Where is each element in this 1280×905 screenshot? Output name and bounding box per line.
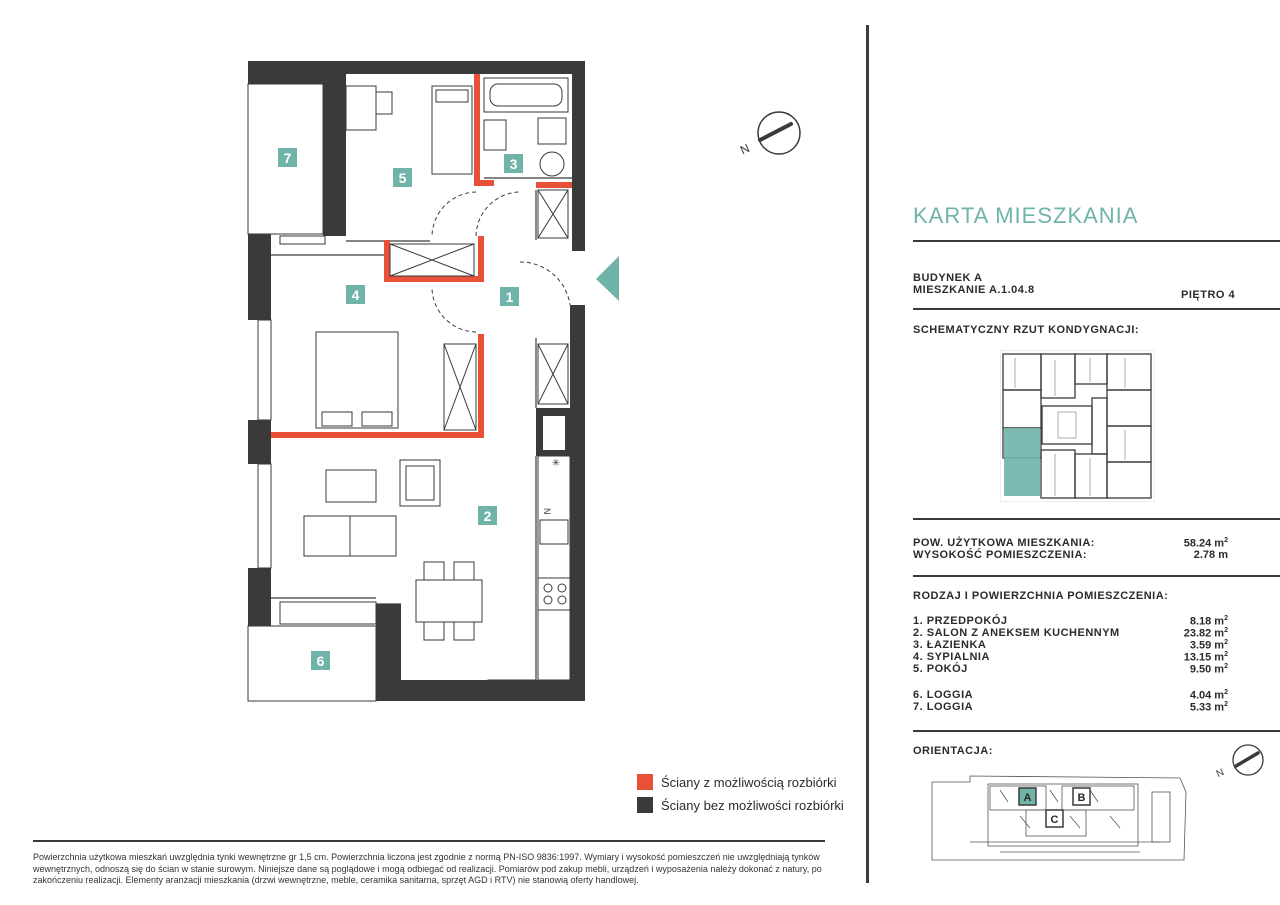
room-area: 3.59 $m^2$ xyxy=(1189,639,1228,652)
room-name: 6. LOGGIA xyxy=(913,689,974,701)
svg-text:C: C xyxy=(1050,814,1059,826)
entrance-arrow-icon xyxy=(596,256,619,301)
building-label: BUDYNEK A xyxy=(913,272,983,284)
room-name: 5. POKÓJ xyxy=(913,663,968,675)
room-area: 4.04 $m^2$ xyxy=(1189,689,1228,702)
room-area: 5.33 $m^2$ xyxy=(1189,701,1228,714)
room-badges xyxy=(278,148,523,670)
room-area: 9.50 $m^2$ xyxy=(1189,663,1228,676)
rooms-label: RODZAJ I POWIERZCHNIA POMIESZCZENIA: xyxy=(913,590,1169,602)
schematic-divider xyxy=(913,518,1280,520)
room-area: 13.15 $m^2$ xyxy=(1183,651,1228,664)
room-badge-7 xyxy=(278,148,297,167)
schematic-label: SCHEMATYCZNY RZUT KONDYGNACJI: xyxy=(913,324,1140,336)
page-title: KARTA MIESZKANIA xyxy=(913,203,1139,228)
svg-text:A: A xyxy=(1023,792,1032,804)
svg-text:4: 4 xyxy=(351,287,360,303)
footer-divider xyxy=(33,840,825,842)
usable-area-value: 58.24 $m^2$ xyxy=(1183,537,1228,550)
room-area: 23.82 $m^2$ xyxy=(1183,627,1228,640)
fridge-letter: N xyxy=(542,508,552,515)
svg-text:2: 2 xyxy=(483,508,492,524)
floor-label: PIĘTRO 4 xyxy=(1181,289,1236,301)
height-label: WYSOKOŚĆ POMIESZCZENIA: xyxy=(913,549,1088,561)
room-badge-4 xyxy=(346,285,365,304)
svg-text:5: 5 xyxy=(398,170,407,186)
svg-text:B: B xyxy=(1077,792,1086,804)
room-name: 2. SALON Z ANEKSEM KUCHENNYM xyxy=(913,627,1120,639)
room-badge-6 xyxy=(311,651,330,670)
extractor-icon: ✳ xyxy=(551,458,561,469)
schematic-highlight-apartment xyxy=(1004,428,1040,496)
area-divider xyxy=(913,575,1280,577)
legend-demolishable: Ściany z możliwością rozbiórki xyxy=(661,775,837,790)
svg-text:1: 1 xyxy=(505,289,514,305)
room-badge-5 xyxy=(393,168,412,187)
orientation-label: ORIENTACJA: xyxy=(913,745,993,757)
room-badge-3 xyxy=(504,154,523,173)
svg-text:7: 7 xyxy=(283,150,292,166)
room-name: 3. ŁAZIENKA xyxy=(913,639,987,651)
legend-swatch-demolishable xyxy=(637,774,653,790)
room-name: 7. LOGGIA xyxy=(913,701,974,713)
room-badge-2 xyxy=(478,506,497,525)
title-divider xyxy=(913,240,1280,242)
site-map xyxy=(930,772,1190,862)
door-swings xyxy=(432,192,570,332)
svg-text:3: 3 xyxy=(509,156,518,172)
north-compass-icon xyxy=(738,112,800,157)
rooms-divider xyxy=(913,730,1280,732)
legend-non-demolishable: Ściany bez możliwości rozbiórki xyxy=(661,798,844,813)
orientation-compass-icon xyxy=(1212,742,1272,782)
apartment-label: MIESZKANIE A.1.04.8 xyxy=(913,284,1035,296)
interior-walls xyxy=(271,178,572,680)
legend-swatch-structural xyxy=(637,797,653,813)
svg-text:N: N xyxy=(737,141,752,158)
svg-text:N: N xyxy=(1214,767,1226,781)
room-name: 4. SYPIALNIA xyxy=(913,651,990,663)
panel-divider xyxy=(866,25,869,883)
shaft-inner xyxy=(543,416,565,450)
usable-area-label: POW. UŻYTKOWA MIESZKANIA: xyxy=(913,537,1095,549)
info-divider xyxy=(913,308,1280,310)
room-area: 8.18 $m^2$ xyxy=(1189,615,1228,628)
room-badge-1 xyxy=(500,287,519,306)
height-value: 2.78 m xyxy=(1193,549,1228,561)
room-name: 1. PRZEDPOKÓJ xyxy=(913,615,1008,627)
schematic-floor-plan xyxy=(1000,350,1155,502)
footnote: Powierzchnia użytkowa mieszkań uwzględnia tynki wewnętrzne gr 1,5 cm. Powierzchnia liczona jest zgodnie z normą PN-ISO 9836:1997. Wymiary i wysokość pomieszczeń nie uwzględniają tynków wewnętrznych, odnoszą się do ścian w stanie surowym. Niniejsze dane są poglądowe i mogą odbiegać od realizacji. Pomiarów pod zakup mebli, urządzeń i wyposażenia należy dokonać z natury, po zakończeniu realizacji. Elementy aranżacji mieszkania (drzwi wewnętrzne, meble, ceramika sanitarna, sprzęt AGD i RTV) nie stanowią oferty handlowej. xyxy=(33,852,822,885)
svg-text:6: 6 xyxy=(316,653,325,669)
